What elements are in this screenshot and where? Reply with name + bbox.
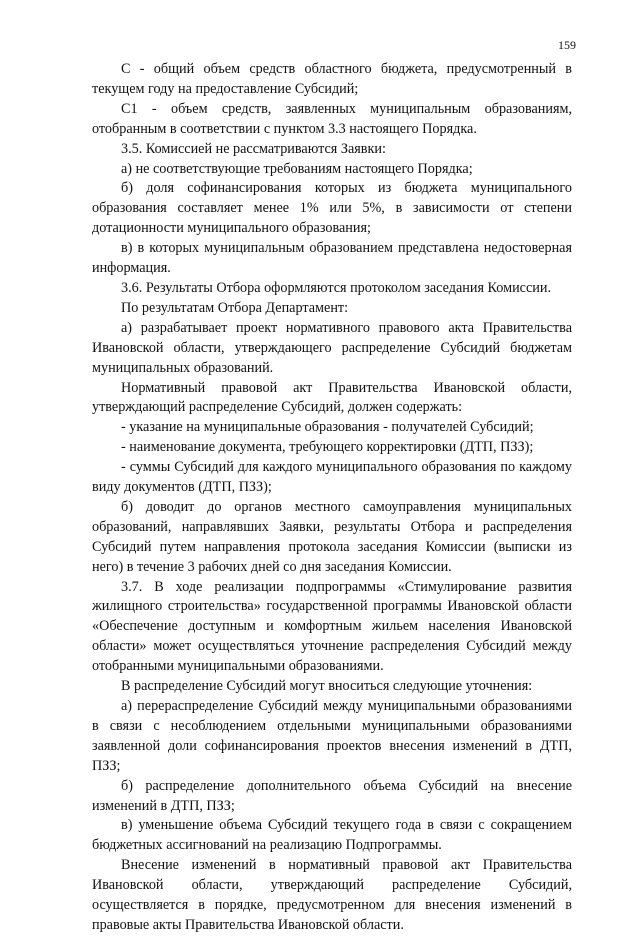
paragraph-3-7: 3.7. В ходе реализации подпрограммы «Стимулирование развития жилищного строительства» государственной программы Ивановской области «Обеспечение доступным и комфортным жильем населения Ивановской области» может осуществляться уточнение распределения Субсидий между отобранными муниципальными образованиями. — [92, 578, 572, 675]
paragraph-3-5-v: в) в которых муниципальным образованием представлена недостоверная информация. — [92, 240, 572, 277]
paragraph-formula-c: С - общий объем средств областного бюджета, предусмотренный в текущем году на предоставление Субсидий; — [92, 61, 572, 97]
paragraph-formula-c1: С1 - объем средств, заявленных муниципальным образованиям, отобранным в соответствии с пунктом 3.3 настоящего Порядка. — [92, 100, 572, 137]
paragraph-3-5-b: б) доля софинансирования которых из бюджета муниципального образования составляет менее 1% или 5%, в зависимости от степени дотационности муниципального образования; — [92, 180, 572, 237]
paragraph-3-6-b: б) доводит до органов местного самоуправления муниципальных образований, направлявших Заявки, результаты Отбора и распределения Субсидий путем направления протокола заседания Комиссии (выписки из него) в течение 3 рабочих дней со дня заседания Комиссии. — [92, 498, 572, 575]
paragraph-3-7-a: а) перераспределение Субсидий между муниципальными образованиями в связи с несоблюдением отдельными муниципальными образованиями заявленной доли софинансирования проектов внесения изменений в ДТП, ПЗЗ; — [92, 698, 572, 774]
document-body — [92, 60, 572, 936]
paragraph-3-5: 3.5. Комиссией не рассматриваются Заявки: — [121, 140, 386, 157]
paragraph-3-6: 3.6. Результаты Отбора оформляются протоколом заседания Комиссии. — [121, 279, 551, 296]
paragraph-department-actions: По результатам Отбора Департамент: — [121, 299, 349, 316]
page-number: 159 — [558, 38, 576, 52]
list-item-subsidy-amounts: - суммы Субсидий для каждого муниципального образования по каждому виду документов (ДТП, ПЗЗ); — [92, 459, 572, 496]
paragraph-3-7-b: б) распределение дополнительного объема Субсидий на внесение изменений в ДТП, ПЗЗ; — [92, 777, 572, 814]
paragraph-amendments: Внесение изменений в нормативный правовой акт Правительства Ивановской области, утверждающий распределение Субсидий, осуществляется в порядке, предусмотренном для внесения изменений в правовые акты Правительства Ивановской области. — [92, 857, 572, 933]
paragraph-3-6-a: а) разрабатывает проект нормативного правового акта Правительства Ивановской области, утверждающего распределение Субсидий бюджетам муниципальных образований. — [92, 319, 572, 376]
paragraph-3-5-a: а) не соответствующие требованиям настоящего Порядка; — [121, 160, 473, 177]
list-item-recipients: - указание на муниципальные образования - получателей Субсидий; — [121, 419, 534, 436]
paragraph-clarifications: В распределение Субсидий могут вноситься следующие уточнения: — [121, 678, 533, 695]
paragraph-3-7-v: в) уменьшение объема Субсидий текущего года в связи с сокращением бюджетных ассигнований на реализацию Подпрограммы. — [92, 817, 572, 854]
list-item-document-name: - наименование документа, требующего корректировки (ДТП, ПЗЗ); — [121, 439, 534, 456]
paragraph-act-contents: Нормативный правовой акт Правительства Ивановской области, утверждающий распределение Субсидий, должен содержать: — [92, 379, 572, 416]
